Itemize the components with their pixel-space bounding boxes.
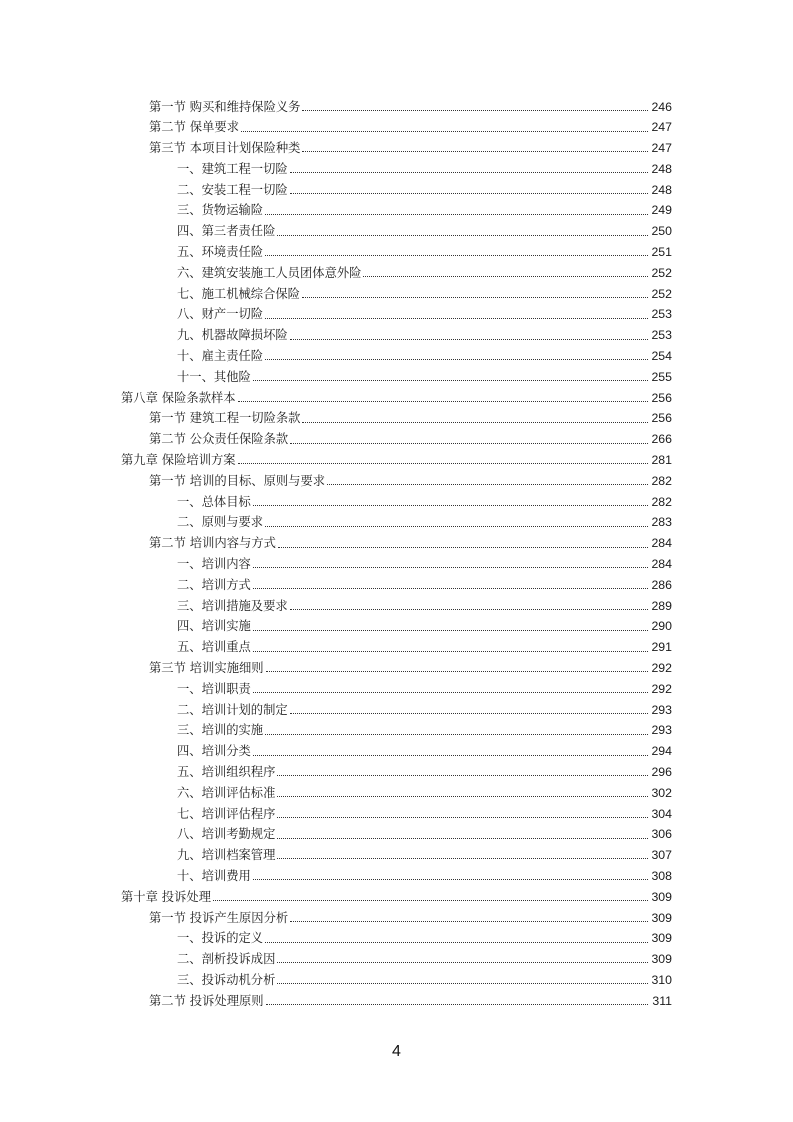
toc-dot-leader	[265, 255, 648, 256]
toc-entry-page: 266	[651, 432, 672, 447]
toc-entry[interactable]	[0, 885, 793, 906]
toc-dot-leader	[266, 1004, 648, 1005]
toc-dot-leader	[302, 110, 648, 111]
toc-entry[interactable]	[0, 241, 793, 262]
toc-entry-page: 292	[651, 681, 672, 696]
toc-entry[interactable]	[0, 116, 793, 137]
toc-dot-leader	[302, 151, 648, 152]
toc-entry[interactable]	[0, 157, 793, 178]
toc-dot-leader	[363, 276, 648, 277]
toc-entry-title: 一、培训职责	[177, 681, 251, 696]
toc-entry[interactable]	[0, 864, 793, 885]
toc-entry[interactable]	[0, 199, 793, 220]
toc-entry[interactable]	[0, 968, 793, 989]
toc-entry[interactable]	[0, 261, 793, 282]
page-number: 4	[392, 1043, 401, 1060]
toc-entry-page: 293	[651, 702, 672, 717]
toc-entry[interactable]	[0, 449, 793, 470]
toc-entry-title: 三、培训的实施	[177, 723, 264, 738]
toc-entry-title: 四、第三者责任险	[177, 224, 276, 239]
toc-dot-leader	[290, 193, 648, 194]
toc-dot-leader	[290, 921, 648, 922]
toc-dot-leader	[277, 962, 648, 963]
toc-dot-leader	[327, 484, 648, 485]
toc-entry[interactable]	[0, 844, 793, 865]
toc-entry-title: 十、培训费用	[177, 868, 251, 883]
toc-entry[interactable]	[0, 511, 793, 532]
toc-entry-title: 第二节 投诉处理原则	[149, 993, 264, 1008]
toc-dot-leader	[253, 588, 648, 589]
toc-entry-page: 255	[651, 369, 672, 384]
toc-entry-page: 282	[651, 473, 672, 488]
toc-dot-leader	[265, 526, 648, 527]
toc-entry-page: 289	[651, 598, 672, 613]
toc-entry-page: 248	[651, 161, 672, 176]
toc-entry-title: 一、投诉的定义	[177, 931, 264, 946]
toc-entry-title: 九、机器故障损坏险	[177, 328, 288, 343]
toc-dot-leader	[302, 297, 648, 298]
toc-dot-leader	[253, 879, 648, 880]
table-of-contents	[0, 95, 793, 1010]
toc-entry[interactable]	[0, 469, 793, 490]
toc-entry-title: 二、原则与要求	[177, 515, 264, 530]
toc-entry[interactable]	[0, 220, 793, 241]
toc-entry[interactable]	[0, 365, 793, 386]
toc-dot-leader	[290, 339, 648, 340]
toc-entry-title: 第一节 投诉产生原因分析	[149, 910, 289, 925]
toc-entry-page: 292	[651, 661, 672, 676]
toc-entry-title: 一、培训内容	[177, 557, 251, 572]
toc-dot-leader	[253, 692, 648, 693]
toc-entry-title: 一、总体目标	[177, 494, 251, 509]
toc-entry-title: 六、建筑安装施工人员团体意外险	[177, 265, 362, 280]
toc-entry-page: 281	[651, 453, 672, 468]
toc-entry-title: 第一节 购买和维持保险义务	[149, 99, 301, 114]
toc-entry-page: 309	[651, 889, 672, 904]
toc-dot-leader	[265, 359, 648, 360]
toc-entry[interactable]	[0, 927, 793, 948]
toc-entry-title: 六、培训评估标准	[177, 785, 276, 800]
toc-entry-page: 249	[651, 203, 672, 218]
toc-dot-leader	[213, 900, 648, 901]
toc-dot-leader	[253, 567, 648, 568]
toc-dot-leader	[290, 713, 648, 714]
toc-entry[interactable]	[0, 698, 793, 719]
toc-entry-title: 七、培训评估程序	[177, 806, 276, 821]
toc-entry-page: 254	[651, 349, 672, 364]
toc-entry-page: 248	[651, 182, 672, 197]
toc-entry-page: 293	[651, 723, 672, 738]
toc-entry[interactable]	[0, 823, 793, 844]
toc-entry-page: 309	[651, 952, 672, 967]
toc-entry[interactable]	[0, 761, 793, 782]
toc-dot-leader	[277, 838, 648, 839]
toc-entry[interactable]	[0, 324, 793, 345]
toc-entry[interactable]	[0, 386, 793, 407]
toc-entry-title: 七、施工机械综合保险	[177, 286, 300, 301]
toc-entry-page: 302	[651, 785, 672, 800]
toc-dot-leader	[265, 214, 648, 215]
toc-dot-leader	[290, 172, 648, 173]
toc-entry-title: 二、安装工程一切险	[177, 182, 288, 197]
toc-dot-leader	[277, 817, 648, 818]
toc-entry-page: 253	[651, 307, 672, 322]
toc-dot-leader	[253, 380, 648, 381]
toc-entry-title: 三、投诉动机分析	[177, 972, 276, 987]
toc-entry-page: 284	[651, 536, 672, 551]
toc-entry-page: 310	[651, 972, 672, 987]
toc-entry-page: 304	[651, 806, 672, 821]
toc-entry-page: 284	[651, 557, 672, 572]
toc-dot-leader	[253, 505, 648, 506]
toc-entry[interactable]	[0, 553, 793, 574]
toc-entry-title: 三、货物运输险	[177, 203, 264, 218]
toc-dot-leader	[277, 858, 648, 859]
toc-dot-leader	[238, 401, 648, 402]
toc-entry[interactable]	[0, 677, 793, 698]
toc-entry-page: 256	[651, 411, 672, 426]
toc-entry-title: 二、培训方式	[177, 577, 251, 592]
toc-entry[interactable]	[0, 532, 793, 553]
toc-entry[interactable]	[0, 428, 793, 449]
toc-dot-leader	[241, 131, 648, 132]
toc-entry-page: 282	[651, 494, 672, 509]
toc-dot-leader	[290, 443, 648, 444]
toc-entry[interactable]	[0, 178, 793, 199]
toc-entry-page: 247	[651, 120, 672, 135]
toc-entry-title: 第八章 保险条款样本	[121, 390, 236, 405]
toc-dot-leader	[253, 651, 648, 652]
toc-entry-page: 309	[651, 931, 672, 946]
toc-entry[interactable]	[0, 573, 793, 594]
toc-entry[interactable]	[0, 615, 793, 636]
toc-entry[interactable]	[0, 636, 793, 657]
toc-entry-page: 291	[651, 640, 672, 655]
toc-entry-title: 四、培训分类	[177, 744, 251, 759]
toc-dot-leader	[265, 942, 648, 943]
toc-dot-leader	[290, 609, 648, 610]
toc-dot-leader	[278, 547, 648, 548]
toc-dot-leader	[265, 734, 648, 735]
toc-entry-title: 三、培训措施及要求	[177, 598, 288, 613]
toc-dot-leader	[302, 422, 648, 423]
toc-entry[interactable]	[0, 490, 793, 511]
toc-entry-title: 八、财产一切险	[177, 307, 264, 322]
toc-entry-title: 四、培训实施	[177, 619, 251, 634]
toc-entry-title: 第一节 建筑工程一切险条款	[149, 411, 301, 426]
toc-entry-page: 283	[651, 515, 672, 530]
toc-entry[interactable]	[0, 719, 793, 740]
toc-entry-title: 二、培训计划的制定	[177, 702, 288, 717]
toc-entry-page: 307	[651, 848, 672, 863]
toc-entry-title: 五、培训重点	[177, 640, 251, 655]
toc-entry-page: 256	[651, 390, 672, 405]
toc-dot-leader	[265, 318, 648, 319]
toc-dot-leader	[266, 671, 648, 672]
toc-entry-title: 第十章 投诉处理	[121, 889, 211, 904]
toc-entry[interactable]	[0, 282, 793, 303]
toc-dot-leader	[277, 235, 648, 236]
toc-entry-title: 五、培训组织程序	[177, 765, 276, 779]
toc-dot-leader	[277, 796, 648, 797]
toc-entry-title: 第二节 培训内容与方式	[149, 536, 276, 551]
toc-entry-page: 252	[651, 286, 672, 301]
toc-entry-title: 二、剖析投诉成因	[177, 952, 276, 967]
toc-entry-page: 290	[651, 619, 672, 634]
toc-entry-page: 253	[651, 328, 672, 343]
toc-entry[interactable]	[0, 137, 793, 158]
toc-entry[interactable]	[0, 345, 793, 366]
toc-entry-title: 第二节 公众责任保险条款	[149, 432, 289, 447]
toc-entry[interactable]	[0, 303, 793, 324]
toc-entry[interactable]	[0, 989, 793, 1010]
toc-dot-leader	[277, 983, 648, 984]
toc-entry-title: 一、建筑工程一切险	[177, 161, 288, 176]
toc-entry-page: 251	[651, 245, 672, 260]
toc-entry-page: 252	[651, 265, 672, 280]
toc-entry-title: 第三节 培训实施细则	[149, 661, 264, 676]
toc-entry-page: 294	[651, 744, 672, 759]
toc-dot-leader	[277, 775, 648, 776]
toc-entry-title: 五、环境责任险	[177, 245, 264, 260]
toc-entry[interactable]	[0, 802, 793, 823]
toc-entry-page: 286	[651, 577, 672, 592]
toc-entry-title: 第九章 保险培训方案	[121, 453, 236, 468]
toc-dot-leader	[253, 630, 648, 631]
toc-dot-leader	[238, 463, 648, 464]
toc-entry[interactable]	[0, 407, 793, 428]
toc-entry-page: 247	[651, 141, 672, 156]
toc-entry-title: 第二节 保单要求	[149, 120, 239, 135]
toc-entry-title: 第三节 本项目计划保险种类	[149, 141, 301, 156]
toc-entry-title: 八、培训考勤规定	[177, 827, 276, 842]
toc-entry-title: 第一节 培训的目标、原则与要求	[149, 473, 326, 488]
toc-entry[interactable]	[0, 948, 793, 969]
toc-entry[interactable]	[0, 906, 793, 927]
toc-entry[interactable]	[0, 95, 793, 116]
toc-entry[interactable]	[0, 740, 793, 761]
toc-entry[interactable]	[0, 594, 793, 615]
toc-entry-title: 九、培训档案管理	[177, 848, 276, 863]
toc-dot-leader	[253, 755, 648, 756]
toc-entry[interactable]	[0, 781, 793, 802]
toc-entry-page: 246	[651, 99, 672, 114]
toc-entry-title: 十、雇主责任险	[177, 349, 264, 364]
toc-entry[interactable]	[0, 657, 793, 678]
toc-entry-page: 311	[652, 993, 672, 1008]
toc-entry-page: 306	[651, 827, 672, 842]
toc-entry-page: 250	[651, 224, 672, 239]
toc-entry-title: 十一、其他险	[177, 369, 251, 384]
toc-entry-page: 309	[651, 910, 672, 925]
toc-entry-page: 296	[651, 765, 672, 779]
toc-entry-page: 308	[651, 868, 672, 883]
